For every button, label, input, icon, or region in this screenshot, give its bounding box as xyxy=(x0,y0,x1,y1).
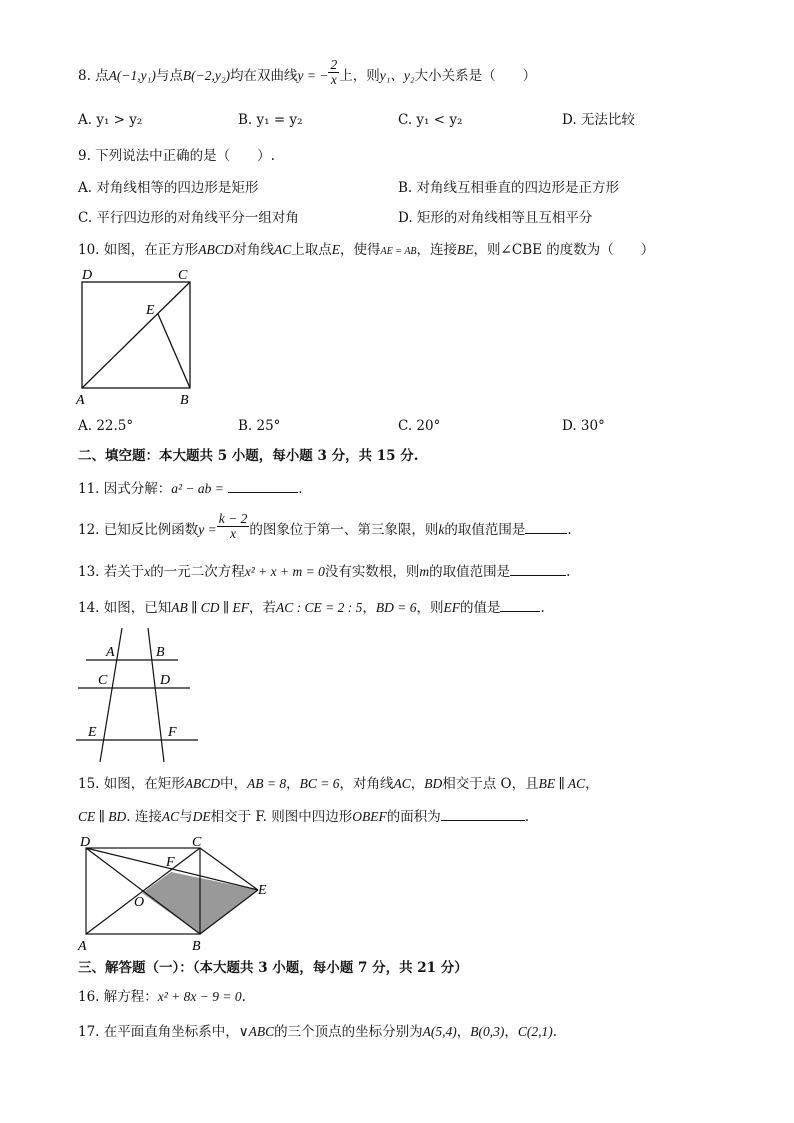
q15-line2-a: CE ∥ BD xyxy=(78,809,127,824)
q10-stem xyxy=(78,240,654,262)
section-3-heading: 三、解答题（一）：（本大题共 3 小题，每小题 7 分，共 21 分） xyxy=(78,960,468,976)
q15-bd: BD xyxy=(424,776,443,791)
q15-rect: ABCD xyxy=(184,776,221,791)
q14-stem xyxy=(78,597,545,618)
q12-lhs: y = xyxy=(198,522,217,537)
q15-stem-line1 xyxy=(78,774,599,794)
q12-frac-den: x xyxy=(230,526,237,541)
q14-parallel-lines-figure xyxy=(72,624,202,764)
q12-post: 的图象位于第一、第三象限，则 xyxy=(249,522,439,538)
q10-stem-d: ，使得 xyxy=(340,242,381,258)
q10-label-d: D xyxy=(82,268,93,283)
q11-end: . xyxy=(298,481,303,497)
q12-frac-num: k − 2 xyxy=(218,511,248,526)
q13-end: . xyxy=(566,564,571,580)
q15-label-b: B xyxy=(192,939,201,954)
q14-pre: 14. 如图，已知 xyxy=(78,600,172,616)
q8-mid1: 与点 xyxy=(155,68,183,84)
q16-label: 16. 解方程： xyxy=(78,989,158,1005)
q15-obef: OBEF xyxy=(352,809,387,824)
q10-diagonal-ac xyxy=(82,282,190,388)
q8-option-a[interactable]: A. y₁ > y₂ xyxy=(78,112,143,128)
q10-option-b[interactable]: B. 25° xyxy=(238,418,281,434)
q8-option-c[interactable]: C. y₁ < y₂ xyxy=(398,112,463,128)
q8-point-a: A(−1,y₁) xyxy=(108,68,156,83)
q17-c1: ， xyxy=(456,1024,471,1040)
q13-equation: x² + x + m = 0 xyxy=(244,564,325,579)
q10-label-c: C xyxy=(178,268,188,283)
q11-expression: a² − ab = xyxy=(171,481,224,496)
q10-option-a[interactable]: A. 22.5° xyxy=(78,418,134,434)
q15-label-f: F xyxy=(166,855,175,870)
q15-label-d: D xyxy=(80,835,91,850)
q10-stem-e: ，连接 xyxy=(416,242,458,258)
q9-option-a[interactable]: A. 对角线相等的四边形是矩形 xyxy=(78,180,259,196)
q14-bd: BD = 6 xyxy=(375,600,417,615)
q14-label-b: B xyxy=(156,645,165,660)
q8-stem xyxy=(78,57,537,87)
q11-stem xyxy=(78,478,303,499)
q17-point-b: B(0,3) xyxy=(470,1024,505,1039)
q9-option-c[interactable]: C. 平行四边形的对角线平分一组对角 xyxy=(78,210,299,226)
q15-c3: ， xyxy=(585,776,599,792)
q13-mid: 的一元二次方程 xyxy=(150,564,245,580)
q10-stem-b: 对角线 xyxy=(233,242,275,258)
q12-fraction xyxy=(217,512,250,541)
q10-ac: AC xyxy=(274,242,292,257)
q10-label-e: E xyxy=(146,303,155,318)
q10-square: ABCD xyxy=(198,242,234,257)
q15-label-o: O xyxy=(134,895,145,910)
q17-stem xyxy=(78,1022,557,1042)
q17-mid: 的三个顶点的坐标分别为 xyxy=(274,1024,423,1040)
q14-parallel: AB ∥ CD ∥ EF xyxy=(171,600,249,615)
q15-label-e: E xyxy=(258,883,267,898)
section-2-heading: 二、填空题：本大题共 5 小题，每小题 3 分，共 15 分. xyxy=(78,448,419,464)
q11-answer-blank[interactable] xyxy=(228,478,298,493)
q16-end: . xyxy=(241,989,246,1005)
q9-stem: 9. 下列说法中正确的是（ ）. xyxy=(78,148,275,164)
q13-pre: 13. 若关于 xyxy=(78,564,145,580)
q10-stem-a: 10. 如图，在正方形 xyxy=(78,242,199,258)
q15-ac: AC xyxy=(393,776,411,791)
q15-line1-c: ，对角线 xyxy=(339,776,394,792)
q15-line2-e: 的面积为 xyxy=(386,809,441,825)
q12-pre: 12. 已知反比例函数 xyxy=(78,522,199,538)
q17-pre: 17. 在平面直角坐标系中， xyxy=(78,1024,239,1040)
q14-mid2: ，则 xyxy=(416,600,444,616)
q15-rectangle-figure xyxy=(72,832,282,954)
q16-stem xyxy=(78,987,246,1007)
q15-c2: ， xyxy=(410,776,425,792)
q8-curve-lhs: y = − xyxy=(297,68,329,83)
q15-line2-c: 与 xyxy=(179,809,193,825)
q14-label-d: D xyxy=(160,673,171,688)
q15-line1-b: 中， xyxy=(220,776,248,792)
q13-answer-blank[interactable] xyxy=(510,561,566,576)
q15-be: BE ∥ AC xyxy=(538,776,586,791)
q13-m: m xyxy=(419,564,430,579)
q15-c1: ， xyxy=(286,776,300,792)
q15-label-c: C xyxy=(192,835,202,850)
q12-post2: 的取值范围是 xyxy=(444,522,526,538)
q12-end: . xyxy=(567,522,572,538)
q15-de: DE xyxy=(192,809,211,824)
q10-label-b: B xyxy=(180,393,189,408)
q14-label-f: F xyxy=(168,725,177,740)
q10-segment-be xyxy=(158,314,190,388)
q14-comma: ， xyxy=(362,600,376,616)
q8-mid3: 上，则 xyxy=(339,68,380,84)
q15-ab: AB = 8 xyxy=(247,776,287,791)
q15-line2-b: . 连接 xyxy=(126,809,162,825)
q10-option-c[interactable]: C. 20° xyxy=(398,418,441,434)
q10-label-a: A xyxy=(76,393,85,408)
q9-option-d[interactable]: D. 矩形的对角线相等且互相平分 xyxy=(398,210,593,226)
q8-option-b[interactable]: B. y₁ = y₂ xyxy=(238,112,303,128)
q15-line1-d: 相交于点 O，且 xyxy=(442,776,539,792)
q10-option-d[interactable]: D. 30° xyxy=(562,418,605,434)
q17-end: . xyxy=(552,1024,558,1040)
q8-frac-num: 2 xyxy=(330,57,338,72)
q15-end: . xyxy=(524,809,530,825)
q10-stem-f: ，则∠CBE 的度数为（ ） xyxy=(473,242,655,258)
q8-fraction xyxy=(328,58,339,87)
q14-label-a: A xyxy=(106,645,115,660)
q13-x: x xyxy=(144,564,151,579)
q15-label-a: A xyxy=(78,939,87,954)
q14-ratio: AC : CE = 2 : 5 xyxy=(275,600,363,615)
q13-mid2: 没有实数根，则 xyxy=(324,564,420,580)
q10-stem-c: 上取点 xyxy=(291,242,332,258)
q17-point-a: A(5,4) xyxy=(422,1024,457,1039)
q15-line2-d: 相交于 F. 则图中四边形 xyxy=(210,809,353,825)
q13-stem xyxy=(78,561,570,582)
q14-post: 的值是 xyxy=(459,600,501,616)
q17-point-c: C(2,1) xyxy=(517,1024,553,1039)
q8-mid2: 均在双曲线 xyxy=(230,68,298,84)
q8-post: 大小关系是（ ） xyxy=(414,68,537,84)
q12-answer-blank[interactable] xyxy=(525,519,567,534)
q8-vars: y₁、y₂ xyxy=(379,68,415,83)
q14-end: . xyxy=(540,600,545,616)
q8-pre: 8. 点 xyxy=(78,68,109,84)
q8-frac-den: x xyxy=(330,72,337,87)
q12-stem xyxy=(78,511,572,541)
q11-label: 11. 因式分解： xyxy=(78,481,172,497)
q15-line1-a: 15. 如图，在矩形 xyxy=(78,776,185,792)
q10-e: E xyxy=(331,242,341,257)
q14-answer-blank[interactable] xyxy=(500,597,540,612)
q15-ac2: AC xyxy=(161,809,180,824)
q16-equation: x² + 8x − 9 = 0 xyxy=(157,989,242,1004)
q17-c2: ， xyxy=(504,1024,518,1040)
q15-answer-blank[interactable] xyxy=(441,806,525,821)
q14-ef: EF xyxy=(443,600,460,615)
q10-square-figure xyxy=(70,262,210,408)
q13-post: 的取值范围是 xyxy=(429,564,511,580)
q8-option-d[interactable]: D. 无法比较 xyxy=(562,112,635,128)
q10-be: BE xyxy=(457,242,474,257)
q15-bc: BC = 6 xyxy=(299,776,340,791)
q14-label-e: E xyxy=(88,725,97,740)
q14-label-c: C xyxy=(98,673,108,688)
q12-k: k xyxy=(438,522,445,537)
q10-condition: AE = AB xyxy=(380,246,417,257)
q14-mid: ，若 xyxy=(248,600,276,616)
q9-option-b[interactable]: B. 对角线互相垂直的四边形是正方形 xyxy=(398,180,620,196)
q15-stem-line2 xyxy=(78,806,529,827)
q8-point-b: B(−2,y₂) xyxy=(182,68,231,83)
q17-triangle: ∨ABC xyxy=(238,1024,275,1039)
